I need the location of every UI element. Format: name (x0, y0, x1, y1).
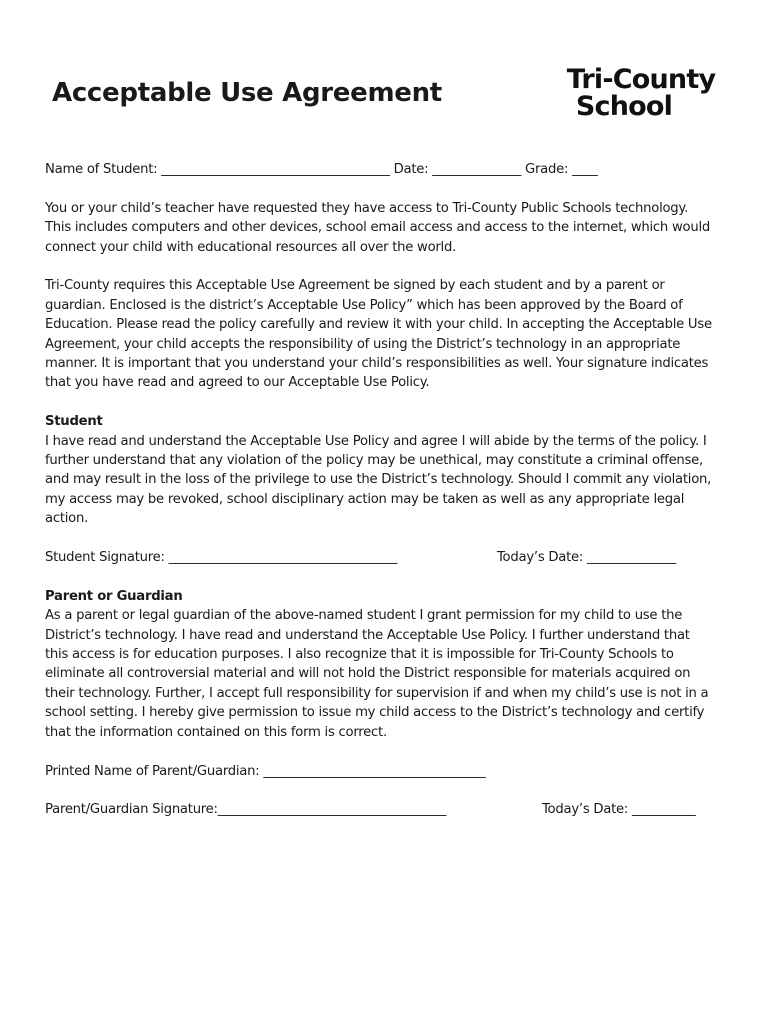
student-signature-row (45, 548, 735, 567)
text-line: District’s technology. I have read and understand the Acceptable Use Policy. I further understand that (45, 627, 690, 643)
logo-line-1: Tri-County (566, 64, 716, 95)
page-title: Acceptable Use Agreement (52, 78, 442, 108)
student-info-line: Name of Student: ____________________________________ Date: ______________ Grade: ____ (45, 162, 598, 177)
parent-date-field[interactable]: Today’s Date: __________ (542, 802, 696, 818)
text-line: Agreement, your child accepts the responsibility of using the District’s technology in an appropriate (45, 336, 681, 352)
text-line: This includes computers and other devices, school email access and access to the internet, which would (45, 220, 710, 236)
student-signature-field[interactable]: Student Signature: ____________________________________ (45, 550, 397, 566)
school-logo (556, 66, 726, 120)
text-line: this access is for education purposes. I also recognize that it is impossible for Tri-County Schools to (45, 647, 674, 663)
text-line: You or your child’s teacher have requested they have access to Tri-County Public Schools technology. (45, 200, 689, 216)
intro-paragraph-1 (45, 199, 735, 257)
parent-printed-name-field[interactable]: Printed Name of Parent/Guardian: ___________________________________ (45, 763, 486, 779)
agreement-body (45, 160, 735, 820)
student-section (45, 412, 735, 528)
text-line: I have read and understand the Acceptable Use Policy and agree I will abide by the terms of the policy. I (45, 433, 707, 449)
text-line: connect your child with educational resources all over the world. (45, 239, 457, 255)
text-line: As a parent or legal guardian of the above-named student I grant permission for my child to use the (45, 608, 683, 624)
text-line: action. (45, 511, 89, 527)
text-line: Education. Please read the policy carefully and review it with your child. In accepting the Acceptable Use (45, 317, 712, 333)
parent-signature-row (45, 800, 735, 819)
text-line: that you have read and agreed to our Acceptable Use Policy. (45, 375, 430, 391)
parent-section (45, 587, 735, 742)
text-line: further understand that any violation of the policy may be unethical, may constitute a criminal offense, (45, 453, 703, 469)
text-line: that the information contained on this form is correct. (45, 724, 387, 740)
text-line: my access may be revoked, school disciplinary action may be taken as well as any appropriate legal (45, 491, 685, 507)
text-line: school setting. I hereby give permission to issue my child access to the District’s technology and certify (45, 705, 705, 721)
text-line: Tri-County requires this Acceptable Use Agreement be signed by each student and by a parent or (45, 278, 665, 294)
logo-line-2: School (575, 91, 673, 122)
intro-paragraph-2 (45, 276, 735, 392)
text-line: their technology. Further, I accept full responsibility for supervision if and when my child’s use is not in a (45, 685, 709, 701)
student-date-field[interactable]: Today’s Date: ______________ (497, 550, 676, 566)
text-line: manner. It is important that you understand your child’s responsibilities as well. Your signature indicates (45, 356, 709, 372)
parent-signature-field[interactable]: Parent/Guardian Signature:____________________________________ (45, 802, 447, 818)
text-line: and may result in the loss of the privilege to use the District’s technology. Should I commit any violation, (45, 472, 712, 488)
text-line: guardian. Enclosed is the district’s Acceptable Use Policy” which has been approved by the Board of (45, 297, 683, 313)
parent-heading: Parent or Guardian (45, 588, 183, 604)
student-heading: Student (45, 414, 103, 430)
text-line: eliminate all controversial material and will not hold the District responsible for materials acquired on (45, 666, 691, 682)
